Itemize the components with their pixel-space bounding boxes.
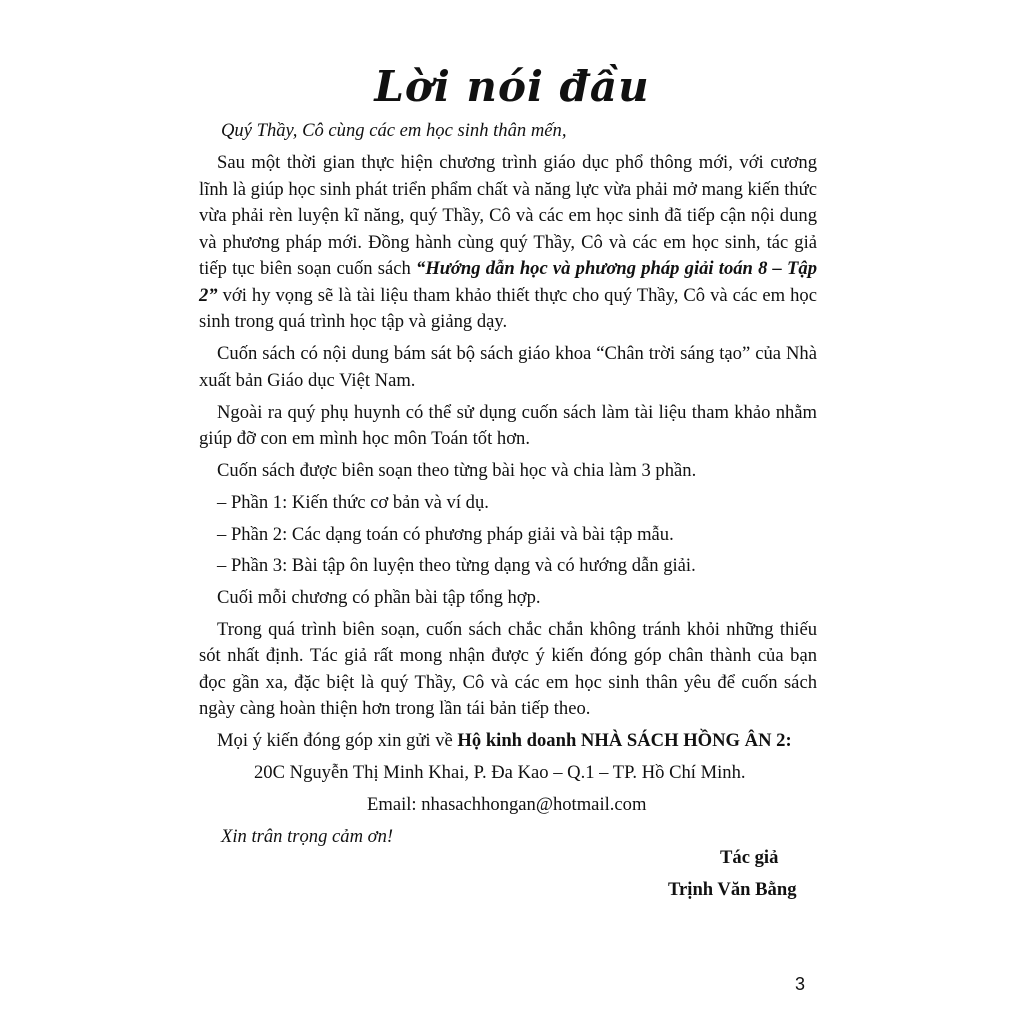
- paragraph-feedback: Trong quá trình biên soạn, cuốn sách chắc chắn không tránh khỏi những thiếu sót nhất định. Tác giả rất mong nhận được ý kiến đóng góp chân thành của bạn đọc gần xa, đặc biệt là quý Thầy, Cô và các em học sinh thân yêu để cuốn sách ngày càng hoàn thiện hơn trong lần tái bản tiếp theo.: [199, 618, 817, 719]
- part-item-3: – Phần 3: Bài tập ôn luyện theo từng dạng và có hướng dẫn giải.: [217, 555, 696, 576]
- signature-block: [668, 842, 848, 906]
- page-number: 3: [795, 974, 806, 994]
- contact-organization: Hộ kinh doanh NHÀ SÁCH HỒNG ÂN 2:: [457, 730, 792, 751]
- greeting: Quý Thầy, Cô cùng các em học sinh thân mến,: [221, 120, 567, 141]
- part-item-2: – Phần 2: Các dạng toán có phương pháp giải và bài tập mẫu.: [217, 523, 674, 545]
- part-item-1: – Phần 1: Kiến thức cơ bản và ví dụ.: [217, 492, 489, 513]
- page-title: Lời nói đầu: [374, 62, 650, 111]
- paragraph-textbook: Cuốn sách có nội dung bám sát bộ sách giáo khoa “Chân trời sáng tạo” của Nhà xuất bản Giáo dục Việt Nam.: [199, 343, 817, 391]
- paragraph-structure: Cuốn sách được biên soạn theo từng bài học và chia làm 3 phần.: [217, 460, 697, 481]
- paragraph-intro-part2: với hy vọng sẽ là tài liệu tham khảo thiết thực cho quý Thầy, Cô và các em học sinh trong quá trình học tập và giảng dạy.: [199, 284, 817, 332]
- preface-body: [199, 118, 817, 856]
- paragraph-intro-part1: Sau một thời gian thực hiện chương trình giáo dục phổ thông mới, với cương lĩnh là giúp học sinh phát triển phẩm chất và năng lực vừa phải mở mang kiến thức vừa phải rèn luyện kĩ năng, quý Thầy, Cô và các em học sinh đã tiếp cận nội dung và phương pháp mới. Đồng hành cùng quý Thầy, Cô và các em học sinh, tác giả tiếp tục biên soạn cuốn sách: [199, 152, 817, 279]
- paragraph-intro: [199, 150, 817, 336]
- contact-email: Email: nhasachhongan@hotmail.com: [367, 794, 647, 815]
- closing-line: Xin trân trọng cảm ơn!: [221, 826, 394, 847]
- signature-name: Trịnh Văn Bằng: [668, 879, 797, 900]
- paragraph-parents: Ngoài ra quý phụ huynh có thể sử dụng cuốn sách làm tài liệu tham khảo nhằm giúp đỡ con em mình học môn Toán tốt hơn.: [199, 401, 817, 449]
- contact-intro: Mọi ý kiến đóng góp xin gửi về: [217, 730, 458, 751]
- book-title: “Hướng dẫn học và phương pháp giải toán 8 – Tập 2”: [199, 258, 817, 306]
- contact-line: [199, 728, 817, 755]
- contact-address: 20C Nguyễn Thị Minh Khai, P. Đa Kao – Q.1 – TP. Hồ Chí Minh.: [254, 762, 746, 783]
- paragraph-chapter-exercises: Cuối mỗi chương có phần bài tập tổng hợp.: [217, 586, 541, 608]
- signature-role: Tác giả: [720, 847, 779, 868]
